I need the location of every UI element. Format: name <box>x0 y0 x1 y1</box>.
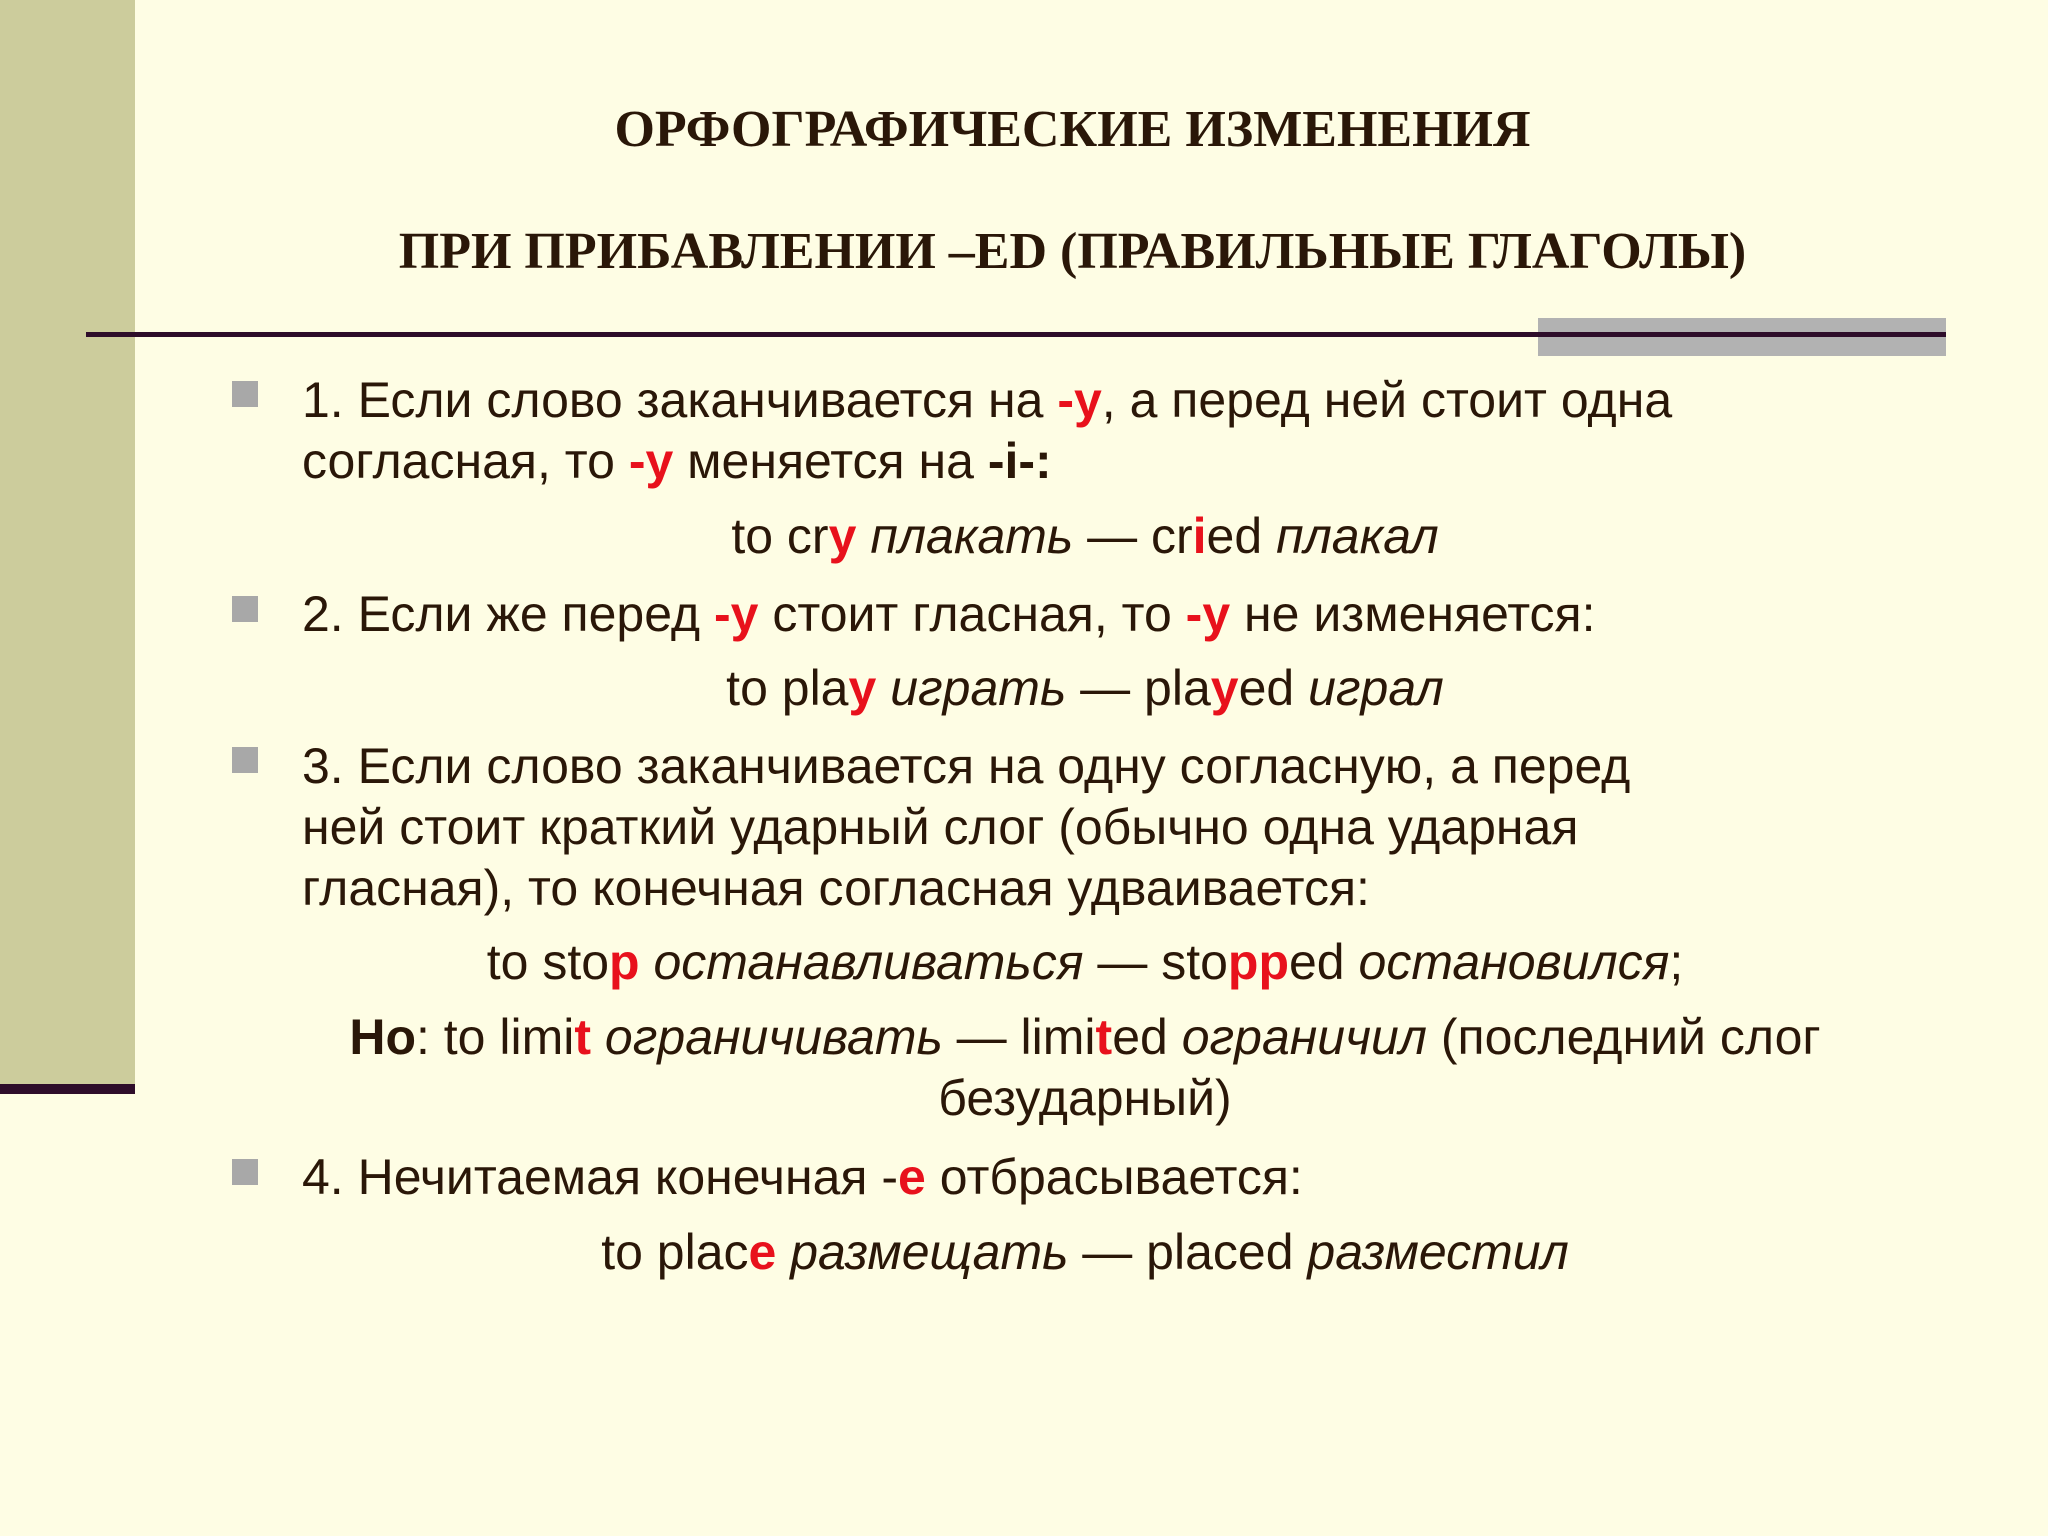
rule-1-line-2: согласная, то -у меняется на -i-: <box>302 433 1052 489</box>
rule-2-line-1: 2. Если же перед -у стоит гласная, то -у не изменяется: <box>302 586 1596 642</box>
rule-3-line-1: 3. Если слово заканчивается на одну согласную, а перед <box>302 738 1631 794</box>
rule-3-line-3: гласная), то конечная согласная удваивается: <box>302 860 1370 916</box>
slide-title-line-2: ПРИ ПРИБАВЛЕНИИ –ED (ПРАВИЛЬНЫЕ ГЛАГОЛЫ) <box>398 223 1747 280</box>
left-band-underline <box>0 1084 135 1094</box>
rule-3-exception-line-2: безударный) <box>938 1070 1232 1126</box>
bullet-square-icon <box>232 381 258 407</box>
rule-3-exception-line-1: Но: to limit ограничивать — limited ограничил (последний слог <box>349 1009 1821 1065</box>
rule-3-example: to stop останавливаться — stopped остановился; <box>486 934 1684 990</box>
rule-3-line-2: ней стоит краткий ударный слог (обычно одна ударная <box>302 799 1579 855</box>
left-decorative-band <box>0 0 135 1084</box>
decorative-gray-bar <box>1538 318 1946 356</box>
bullet-square-icon <box>232 1159 258 1185</box>
rule-1-example: to cry плакать — cried плакал <box>731 508 1439 564</box>
rule-4-example: to place размещать — placed разместил <box>601 1224 1569 1280</box>
title-divider <box>86 332 1946 337</box>
rule-2-example: to play играть — played играл <box>726 660 1444 716</box>
rule-4-line-1: 4. Нечитаемая конечная -е отбрасывается: <box>302 1149 1303 1205</box>
rule-1-line-1: 1. Если слово заканчивается на -у, а перед ней стоит одна <box>302 372 1673 428</box>
slide-title-line-1: ОРФОГРАФИЧЕСКИЕ ИЗМЕНЕНИЯ <box>614 101 1531 158</box>
bullet-square-icon <box>232 747 258 773</box>
bullet-square-icon <box>232 596 258 622</box>
